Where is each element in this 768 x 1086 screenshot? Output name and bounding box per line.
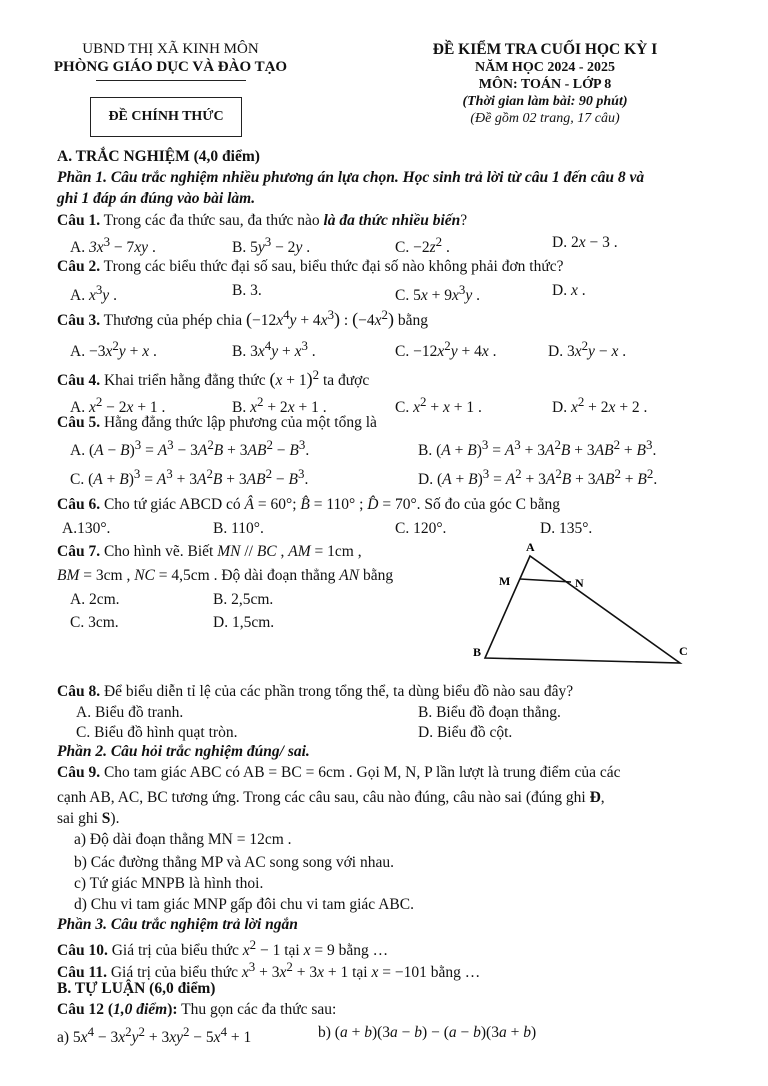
- q2-option-c: C. $5x + 9x^3y$ .: [395, 282, 480, 305]
- header-exam-info: [380, 40, 710, 127]
- q1-label: Câu 1.: [57, 212, 101, 229]
- q8-option-a: A. Biểu đồ tranh.: [76, 704, 184, 721]
- q4-option-b: B. $x^2 + 2x + 1$ .: [232, 394, 327, 417]
- q4-text: Khai triển hằng đẳng thức: [100, 372, 266, 390]
- q4-end: ta được: [322, 372, 370, 390]
- question-8: [57, 683, 573, 701]
- official-stamp-box: ĐỀ CHÍNH THỨC: [90, 97, 242, 137]
- section-b-title: B. TỰ LUẬN (6,0 điểm): [57, 980, 216, 997]
- question-7-line1: Câu 7. Cho hình vẽ. Biết MN // BC , AM = 1cm ,: [57, 543, 362, 560]
- question-11: Câu 11. Giá trị của biểu thức $x^3 + 3x^2 + 3x + 1$ tại x = −101 bằng …: [57, 959, 481, 982]
- q1-option-a: A. $3x^3 - 7xy$ .: [70, 234, 156, 257]
- header-divider: [96, 80, 246, 81]
- q3-label: Câu 3.: [57, 312, 101, 330]
- q7-option-c: C. 3cm.: [70, 614, 119, 631]
- question-12: Câu 12 (1,0 điểm): Thu gọn các đa thức sau:: [57, 1001, 337, 1018]
- triangle-abc: [485, 556, 680, 663]
- q1-text: Trong các đa thức sau, đa thức nào: [100, 212, 324, 229]
- q8-text: Để biểu diễn tỉ lệ của các phần trong tổng thể, ta dùng biểu đồ nào sau đây?: [100, 683, 574, 700]
- q9-s-letter: S: [101, 810, 111, 827]
- org-line1: UBND THỊ XÃ KINH MÔN: [82, 41, 259, 57]
- header-organization: [38, 40, 303, 81]
- q3-option-d: D. $3x^2y - x$ .: [548, 338, 627, 361]
- q5-option-a: A. $(A - B)^3 = A^3 - 3A^2B + 3AB^2 - B^3$.: [70, 437, 310, 460]
- q7-option-d: D. 1,5cm.: [213, 614, 275, 631]
- part2-title: Phần 2. Câu hỏi trắc nghiệm đúng/ sai.: [57, 743, 310, 760]
- q12-label: Câu 12 (: [57, 1001, 113, 1018]
- q3-option-c: C. $-12x^2y + 4x$ .: [395, 338, 497, 361]
- q5-text: Hằng đẳng thức lập phương của một tổng là: [100, 414, 377, 431]
- q5-option-d: D. $(A + B)^3 = A^2 + 3A^2B + 3AB^2 + B^2$.: [418, 466, 658, 489]
- q9-statement-c: c) Tứ giác MNPB là hình thoi.: [74, 875, 264, 892]
- q9-label: Câu 9.: [57, 764, 101, 781]
- q3-text: Thương của phép chia: [100, 312, 243, 330]
- fig-label-m: M: [499, 574, 511, 588]
- q1-option-c: C. $-2z^2$ .: [395, 234, 450, 257]
- question-1: [57, 212, 467, 230]
- q12-part-b: b) (a + b)(3a − b) − (a − b)(3a + b): [318, 1024, 537, 1041]
- q6-option-c: C. 120°.: [395, 520, 447, 537]
- exam-title: ĐỀ KIỂM TRA CUỐI HỌC KỲ I: [432, 41, 658, 58]
- question-2: [57, 258, 564, 276]
- q9-d-letter: Đ: [589, 789, 601, 806]
- q1-end: ?: [460, 212, 468, 229]
- q9-statement-a: a) Độ dài đoạn thẳng MN = 12cm .: [74, 831, 292, 848]
- q4-option-c: C. $x^2 + x + 1$ .: [395, 394, 482, 417]
- fig-label-n: N: [575, 576, 584, 590]
- question-5: [57, 414, 377, 432]
- q1-option-b: B. $5y^3 - 2y$ .: [232, 234, 311, 257]
- q12-text: Thu gọn các đa thức sau:: [177, 1001, 337, 1018]
- q3-option-a: A. $-3x^2y + x$ .: [70, 338, 157, 361]
- q6-text: Cho tứ giác ABCD có: [100, 496, 241, 513]
- q7-option-a: A. 2cm.: [70, 591, 120, 608]
- fig-label-c: C: [679, 644, 688, 658]
- q6-end: . Số đo của góc C bằng: [416, 496, 561, 513]
- part3-title: Phần 3. Câu trắc nghiệm trả lời ngắn: [57, 916, 298, 933]
- q7-option-b: B. 2,5cm.: [213, 591, 274, 608]
- school-year: NĂM HỌC 2024 - 2025: [475, 60, 615, 75]
- q6-option-b: B. 110°.: [213, 520, 264, 537]
- q2-option-b: B. 3.: [232, 282, 262, 299]
- question-9-line1: [57, 764, 620, 782]
- q12-score: 1,0 điểm: [112, 1001, 168, 1018]
- q2-label: Câu 2.: [57, 258, 101, 275]
- q4-label: Câu 4.: [57, 372, 101, 390]
- q2-option-a: A. $x^3y$ .: [70, 282, 117, 305]
- q2-option-d: D. x .: [552, 282, 586, 299]
- org-line2: PHÒNG GIÁO DỤC VÀ ĐÀO TẠO: [53, 59, 288, 75]
- question-3: Câu 3. Thương của phép chia $(-12x^4y + 4x^3)$ : $(-4x^2)$ bằng: [57, 307, 428, 330]
- q9-text1: Cho tam giác ABC có AB = BC = 6cm . Gọi M, N, P lần lượt là trung điểm của các: [100, 764, 621, 781]
- question-9-line3: sai ghi S).: [57, 810, 120, 827]
- question-4: Câu 4. Khai triển hằng đẳng thức $(x + 1)^2$ ta được: [57, 367, 370, 390]
- question-7-line2: BM = 3cm , NC = 4,5cm . Độ dài đoạn thẳng AN bằng: [57, 567, 394, 584]
- exam-time: (Thời gian làm bài: 90 phút): [462, 94, 628, 109]
- q10-label: Câu 10.: [57, 942, 108, 960]
- fig-label-a: A: [526, 540, 535, 554]
- q7-text2: Độ dài đoạn thẳng: [221, 567, 336, 584]
- triangle-figure: [465, 538, 695, 668]
- q6-option-a: A.130°.: [62, 520, 111, 537]
- q3-end: bằng: [397, 312, 428, 330]
- q11-end: bằng …: [430, 964, 481, 982]
- q2-text: Trong các biểu thức đại số sau, biểu thức đại số nào không phải đơn thức?: [100, 258, 564, 275]
- q6-label: Câu 6.: [57, 496, 101, 513]
- subject: MÔN: TOÁN - LỚP 8: [478, 77, 612, 92]
- q11-text: Giá trị của biểu thức: [106, 964, 239, 982]
- q12-part-a: a) $5x^4 - 3x^2y^2 + 3xy^2 - 5x^4 + 1$: [57, 1024, 252, 1047]
- q1-option-d: D. 2x − 3 .: [552, 234, 618, 251]
- q4-option-d: D. $x^2 + 2x + 2$ .: [552, 394, 648, 417]
- section-a-title: A. TRẮC NGHIỆM (4,0 điểm): [57, 148, 260, 165]
- pages-info: (Đề gồm 02 trang, 17 câu): [470, 111, 620, 126]
- q4-option-a: A. $x^2 - 2x + 1$ .: [70, 394, 166, 417]
- question-6: Câu 6. Cho tứ giác ABCD có Â = 60°; B̂ = 110° ; D̂ = 70°. Số đo của góc C bằng: [57, 496, 561, 513]
- q5-option-c: C. $(A + B)^3 = A^3 + 3A^2B + 3AB^2 - B^3$.: [70, 466, 309, 489]
- q5-label: Câu 5.: [57, 414, 101, 431]
- q8-option-d: D. Biểu đồ cột.: [418, 724, 513, 741]
- q9-text3: sai ghi: [57, 810, 102, 827]
- q3-option-b: B. $3x^4y + x^3$ .: [232, 338, 316, 361]
- q6-option-d: D. 135°.: [540, 520, 593, 537]
- q11-label: Câu 11.: [57, 964, 107, 982]
- question-10: Câu 10. Giá trị của biểu thức $x^2 - 1$ tại x = 9 bằng …: [57, 937, 389, 960]
- question-9-line2: cạnh AB, AC, BC tương ứng. Trong các câu sau, câu nào đúng, câu nào sai (đúng ghi Đ,: [57, 789, 605, 806]
- fig-label-b: B: [473, 645, 482, 659]
- q10-text: Giá trị của biểu thức: [107, 942, 239, 960]
- q5-option-b: B. $(A + B)^3 = A^3 + 3A^2B + 3AB^2 + B^3$.: [418, 437, 657, 460]
- q9-statement-d: d) Chu vi tam giác MNP gấp đôi chu vi tam giác ABC.: [74, 896, 414, 913]
- q8-option-b: B. Biểu đồ đoạn thẳng.: [418, 704, 561, 721]
- part1-instruction-2: ghi 1 đáp án đúng vào bài làm.: [57, 190, 256, 207]
- part1-instruction-1: Phần 1. Câu trắc nghiệm nhiều phương án lựa chọn. Học sinh trả lời từ câu 1 đến câu 8 và: [57, 169, 645, 186]
- q7-text1: Cho hình vẽ. Biết: [100, 543, 214, 560]
- q7-label: Câu 7.: [57, 543, 101, 560]
- q8-option-c: C. Biểu đồ hình quạt tròn.: [76, 724, 238, 741]
- q1-emph: là đa thức nhiều biến: [323, 212, 461, 229]
- q8-label: Câu 8.: [57, 683, 101, 700]
- q10-end: bằng …: [338, 942, 389, 960]
- q9-text2: cạnh AB, AC, BC tương ứng. Trong các câu sau, câu nào đúng, câu nào sai (đúng ghi: [57, 789, 590, 806]
- q9-statement-b: b) Các đường thẳng MP và AC song song với nhau.: [74, 854, 394, 871]
- q7-end: bằng: [362, 567, 394, 584]
